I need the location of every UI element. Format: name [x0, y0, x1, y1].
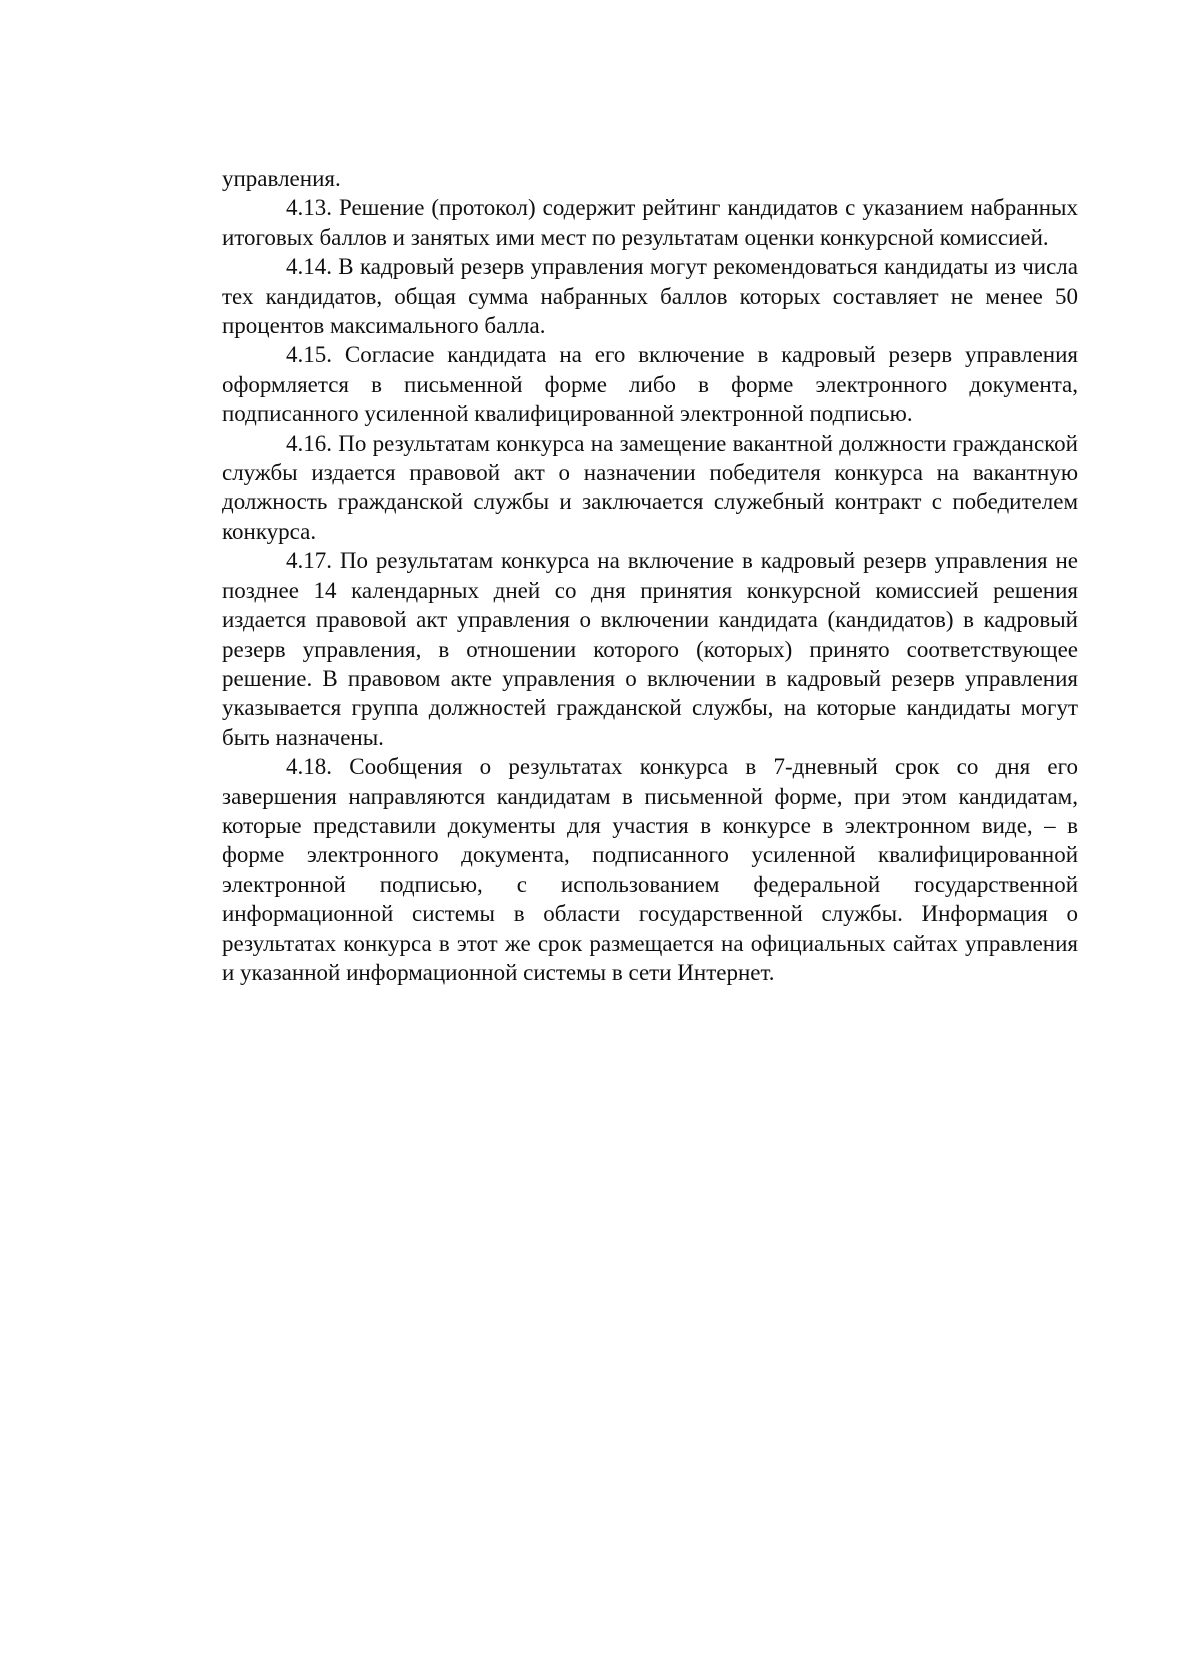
- document-text-block: [222, 164, 1078, 987]
- paragraph-4-16: 4.16. По результатам конкурса на замещение вакантной должности гражданской службы издается правовой акт о назначении победителя конкурса на вакантную должность гражданской службы и заключается служебный контракт с победителем конкурса.: [222, 430, 1078, 544]
- paragraph-4-15: 4.15. Согласие кандидата на его включение в кадровый резерв управления оформляется в письменной форме либо в форме электронного документа, подписанного усиленной квалифицированной электронной подписью.: [222, 342, 1078, 427]
- paragraph-4-14: 4.14. В кадровый резерв управления могут рекомендоваться кандидаты из числа тех кандидатов, общая сумма набранных баллов которых составляет не менее 50 процентов максимального балла.: [222, 254, 1078, 339]
- paragraph-4-18: 4.18. Сообщения о результатах конкурса в 7-дневный срок со дня его завершения направляются кандидатам в письменной форме, при этом кандидатам, которые представили документы для участия в конкурсе в электронном виде, – в форме электронного документа, подписанного усиленной квалифицированной электронной подписью, с использованием федеральной государственной информационной системы в области государственной службы. Информация о результатах конкурса в этот же срок размещается на официальных сайтах управления и указанной информационной системы в сети Интернет.: [222, 754, 1078, 985]
- paragraph-continuation: управления.: [222, 166, 341, 191]
- paragraph-4-17: 4.17. По результатам конкурса на включение в кадровый резерв управления не позднее 14 календарных дней со дня принятия конкурсной комиссией решения издается правовой акт управления о включении кандидата (кандидатов) в кадровый резерв управления, в отношении которого (которых) принято соответствующее решение. В правовом акте управления о включении в кадровый резерв управления указывается группа должностей гражданской службы, на которые кандидаты могут быть назначены.: [222, 548, 1078, 750]
- paragraph-4-13: 4.13. Решение (протокол) содержит рейтинг кандидатов с указанием набранных итоговых баллов и занятых ими мест по результатам оценки конкурсной комиссией.: [222, 195, 1078, 250]
